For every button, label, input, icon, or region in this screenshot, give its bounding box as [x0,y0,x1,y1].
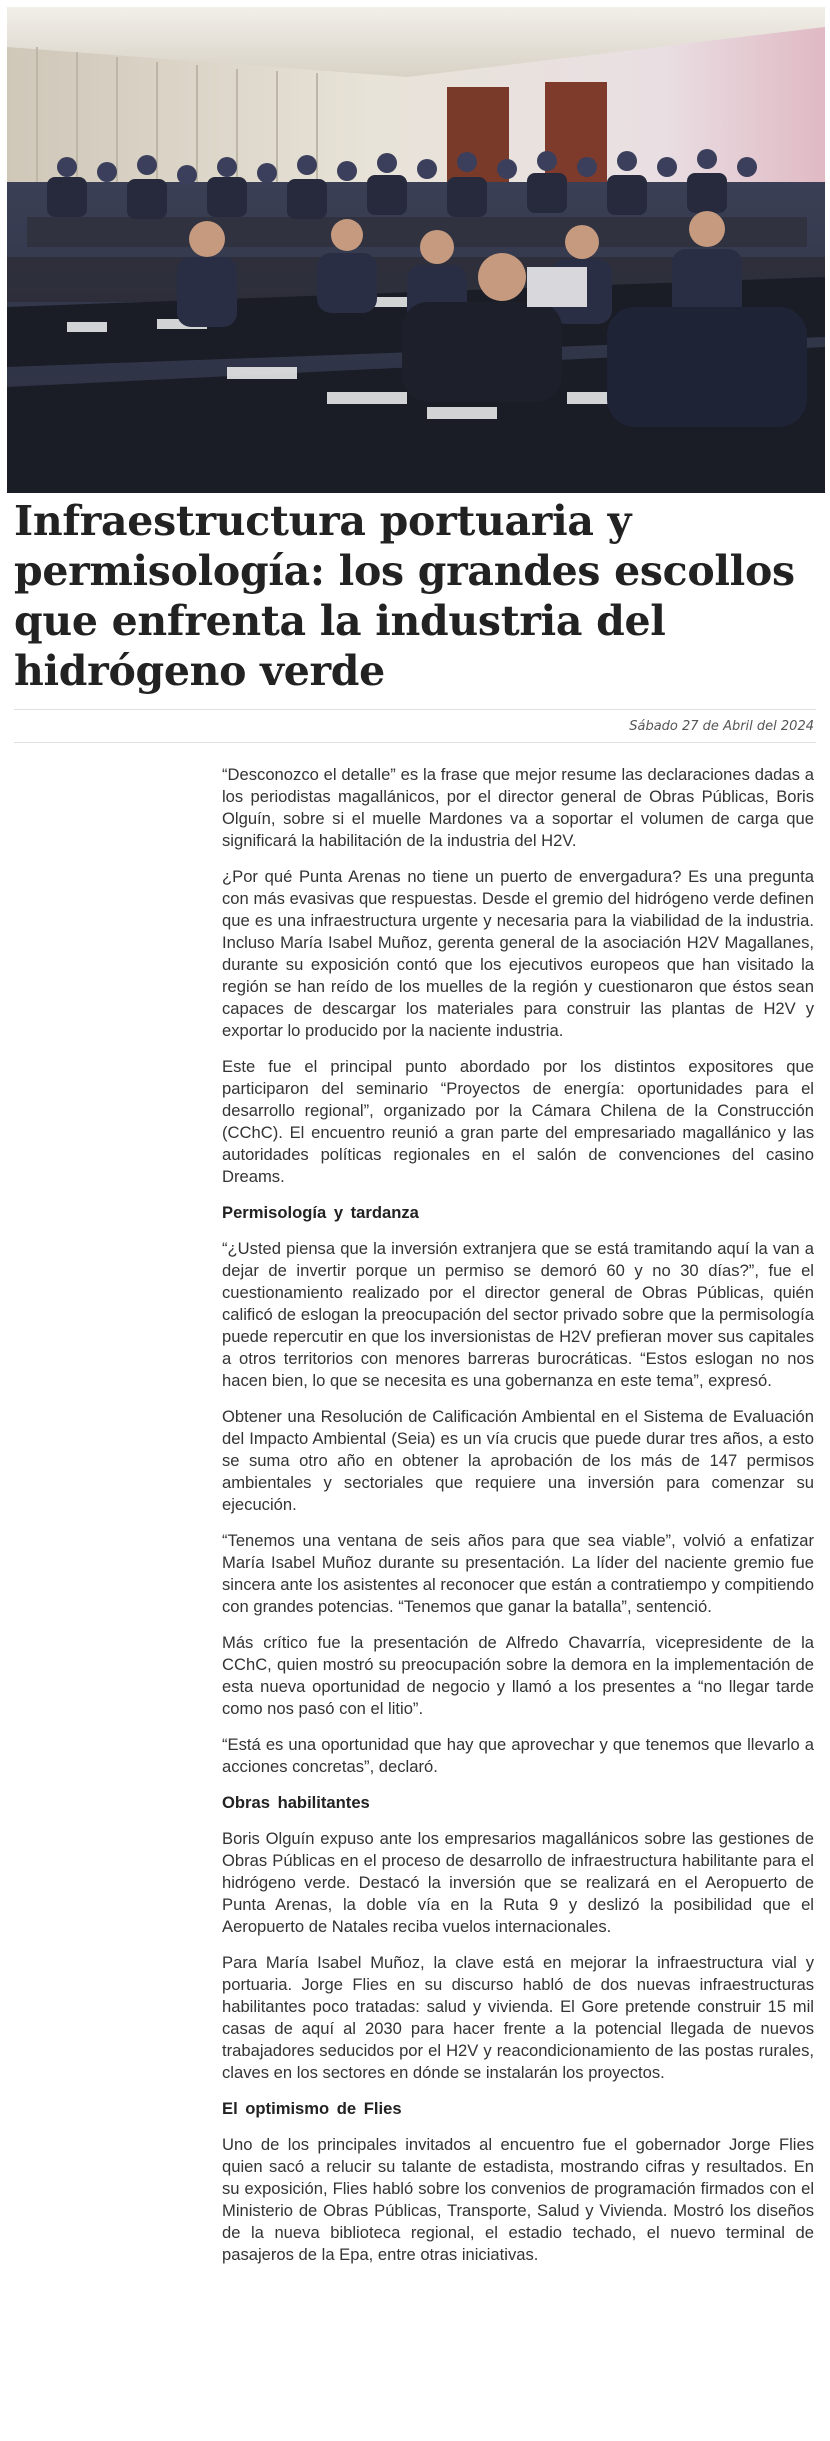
article-body [222,764,814,2280]
paragraph: “¿Usted piensa que la inversión extranjera que se está tramitando aquí la van a dejar de invertir porque un permiso se demoró 60 y no 30 días?”, fue el cuestionamiento realizado por el director general de Obras Públicas, quién calificó de eslogan la preocupación del sector privado sobre que la permisología puede repercutir en que los inversionistas de H2V prefieran mover sus capitales a otros territorios con menores barreras burocráticas. “Estos eslogan no nos hacen bien, lo que se necesita es una gobernanza en este tema”, expresó. [222,1239,814,1390]
paragraph: Obtener una Resolución de Calificación Ambiental en el Sistema de Evaluación del Impacto Ambiental (Seia) es un vía crucis que puede durar tres años, a esto se suma otro año en obtener la aprobación de los más de 147 permisos ambientales y sectoriales que requiere una inversión para comenzar su ejecución. [222,1407,814,1514]
article-date: Sábado 27 de Abril del 2024 [629,719,814,734]
paragraph: “Desconozco el detalle” es la frase que mejor resume las declaraciones dadas a los periodistas magallánicos, por el director general de Obras Públicas, Boris Olguín, sobre si el muelle Mardones va a soportar el volumen de carga que significará la habilitación de la industria del H2V. [222,765,814,850]
paragraph: “Tenemos una ventana de seis años para que sea viable”, volvió a enfatizar María Isabel Muñoz durante su presentación. La líder del naciente gremio fue sincera ante los asistentes al reconocer que están a contratiempo y compitiendo con grandes potencias. “Tenemos que ganar la batalla”, sentenció. [222,1531,814,1616]
paragraph: Más crítico fue la presentación de Alfredo Chavarría, vicepresidente de la CChC, quien mostró su preocupación sobre la demora en la implementación de esta nueva oportunidad de negocio y llamó a los presentes a “no llegar tarde como nos pasó con el litio”. [222,1633,814,1718]
article-title: Infraestructura portuaria y permisología: los grandes escollos que enfrenta la industria del hidrógeno verde [14,497,795,695]
hero-image [7,7,825,493]
date-divider [14,742,816,743]
paragraph: ¿Por qué Punta Arenas no tiene un puerto de envergadura? Es una pregunta con más evasivas que respuestas. Desde el gremio del hidrógeno verde definen que es una infraestructura urgente y necesaria para la viabilidad de la industria. Incluso María Isabel Muñoz, gerenta general de la asociación H2V Magallanes, durante su exposición contó que los ejecutivos europeos que han visitado la región se han reído de los muelles de la región y cuestionaron que éstos sean capaces de descargar los materiales para construir las plantas de H2V y exportar lo producido por la naciente industria. [222,867,814,1040]
section-heading: Permisología y tardanza [222,1203,419,1222]
paragraph: Este fue el principal punto abordado por los distintos expositores que participaron del seminario “Proyectos de energía: oportunidades para el desarrollo regional”, organizado por la Cámara Chilena de la Construcción (CChC). El encuentro reunió a gran parte del empresariado magallánico y las autoridades políticas regionales en el salón de convenciones del casino Dreams. [222,1057,814,1186]
conference-photo [7,7,825,493]
section-heading: Obras habilitantes [222,1793,370,1812]
paragraph: “Está es una oportunidad que hay que aprovechar y que tenemos que llevarlo a acciones concretas”, declaró. [222,1735,814,1776]
title-divider [14,709,816,710]
paragraph: Uno de los principales invitados al encuentro fue el gobernador Jorge Flies quien sacó a relucir su talante de estadista, mostrando cifras y resultados. En su exposición, Flies habló sobre los convenios de programación firmados con el Ministerio de Obras Públicas, Transporte, Salud y Vivienda. Mostró los diseños de la nueva biblioteca regional, el estadio techado, el nuevo terminal de pasajeros de la Epa, entre otras iniciativas. [222,2135,814,2264]
paragraph: Para María Isabel Muñoz, la clave está en mejorar la infraestructura vial y portuaria. Jorge Flies en su discurso habló de dos nuevas infraestructuras habilitantes poco tratadas: salud y vivienda. El Gore pretende construir 15 mil casas de aquí al 2030 para hacer frente a la potencial llegada de nuevos trabajadores seducidos por el H2V y reacondicionamiento de las postas rurales, claves en los sectores en dónde se instalarán los proyectos. [222,1953,814,2082]
paragraph: Boris Olguín expuso ante los empresarios magallánicos sobre las gestiones de Obras Públicas en el proceso de desarrollo de infraestructura habilitante para el hidrógeno verde. Destacó la inversión que se realizará en el Aeropuerto de Punta Arenas, la doble vía en la Ruta 9 y deslizó la posibilidad que el Aeropuerto de Natales reciba vuelos internacionales. [222,1829,814,1936]
section-heading: El optimismo de Flies [222,2099,402,2118]
